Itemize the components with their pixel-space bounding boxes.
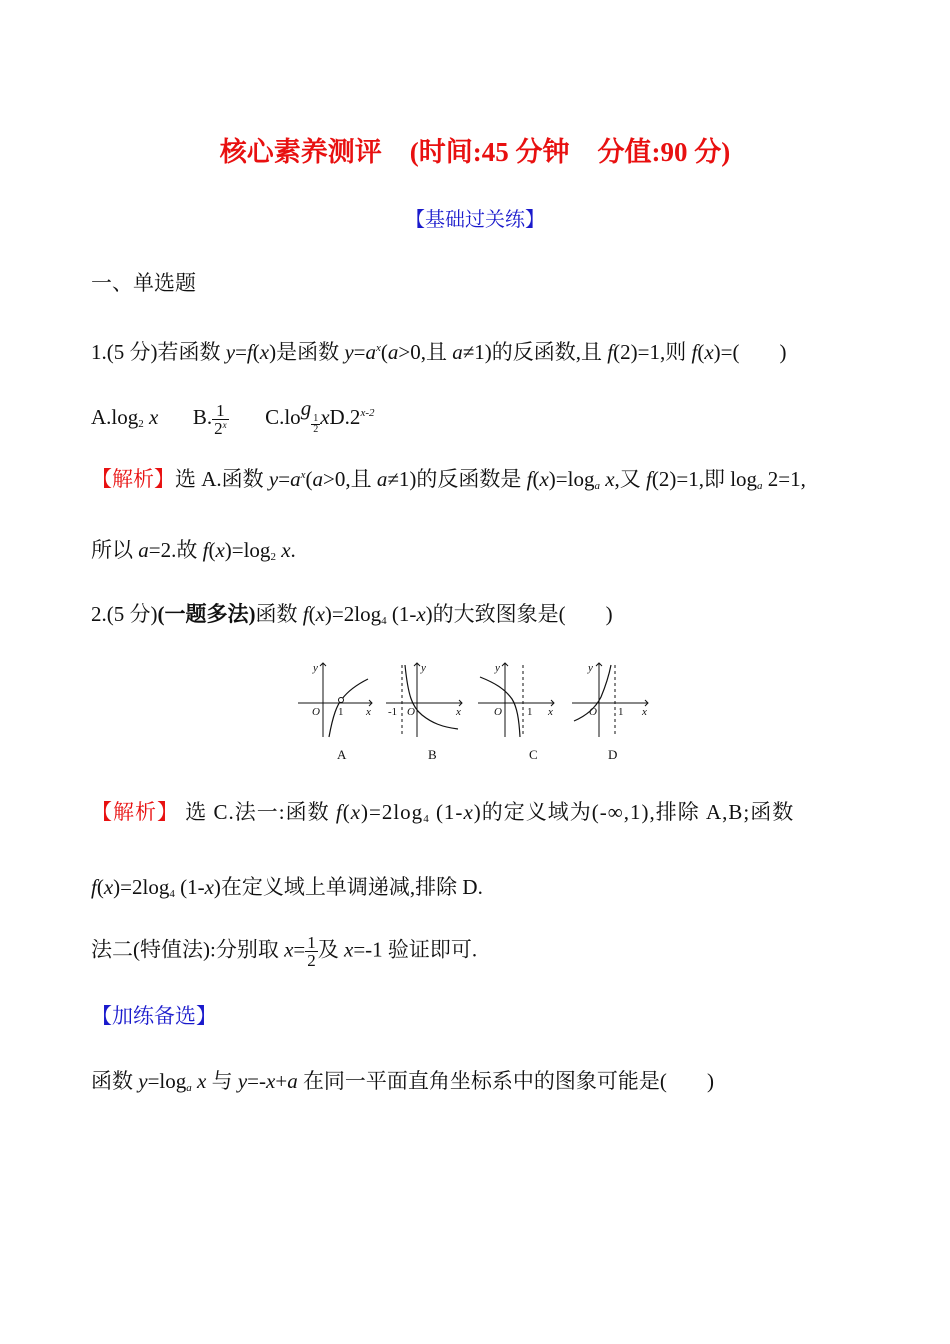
graph-c-caption: C xyxy=(529,747,538,762)
answer-1-line-1: 【解析】选 A.函数 $y=a^x(a>0$,且 a≠1)的反函数是 $f(x)=\log_a$ x,又 f(2)=1,即 $\log_a 2=1$, xyxy=(91,467,806,492)
graph-a xyxy=(298,662,372,762)
graph-b-tick: -1 xyxy=(388,706,398,718)
answer-2-line-2: $f(x)=2\log_4$ (1-x)在定义域上单调递减,排除 D. xyxy=(91,875,483,900)
graph-d-y-label: y xyxy=(588,662,593,674)
graph-b-x-label: x xyxy=(456,706,461,718)
question-2: 2.(5 分)(一题多法)函数 $f(x)=2\log_4$ (1-x)的大致图象是( ) xyxy=(91,602,613,627)
graph-c-tick: 1 xyxy=(527,706,533,718)
option-b: B. $\frac{1}{2^x}$ xyxy=(192,400,227,438)
graph-c-origin: O xyxy=(494,706,502,718)
title-part-2: (时间:45 分钟 xyxy=(409,137,570,167)
title-part-1: 核心素养测评 xyxy=(219,137,382,167)
graph-d-caption: D xyxy=(608,747,618,762)
graph-a-origin: O xyxy=(312,706,320,718)
option-d: D.2$^{x-2}$ xyxy=(329,405,375,429)
graph-d-origin: O xyxy=(589,706,597,718)
option-c: C.log $\frac{1}{2}$ x xyxy=(265,396,330,435)
extra-practice-tag: 【加练备选】 xyxy=(91,1004,217,1028)
graph-b-origin: O xyxy=(407,706,415,718)
answer-2-line-1: 【解析】 选 C.法一:函数 $f(x)=2\log_4$ (1-x)的定义域为(-∞,1),排除 A,B;函数 xyxy=(91,800,795,825)
question-1-options xyxy=(91,393,374,439)
title-part-3: 分值:90 分) xyxy=(597,137,731,167)
analysis-tag: 【解析】 xyxy=(91,800,179,824)
answer-graphs xyxy=(290,655,660,770)
option-a: $A.\log_2$ x xyxy=(91,405,159,430)
graph-b xyxy=(386,662,462,762)
answer-2-line-3: 法二(特值法):分别取 x= $\frac{1}{2}$ 及 x=-1 验证即可. xyxy=(91,933,478,970)
page-title xyxy=(0,130,950,169)
graph-d-x-label: x xyxy=(642,706,647,718)
graph-a-x-label: x xyxy=(366,706,371,718)
extra-question: 函数 $y=\log_a$ x 与 y=-x+a 在同一平面直角坐标系中的图象可能是( ) xyxy=(91,1069,714,1094)
graph-c xyxy=(478,662,554,762)
graph-c-y-label: y xyxy=(495,662,500,674)
graph-a-caption: A xyxy=(337,747,347,762)
graph-d-tick: 1 xyxy=(618,706,624,718)
graph-b-y-label: y xyxy=(421,662,426,674)
question-1: 1.(5 分)若函数 y=f(x)是函数 $y=a^x(a>0$,且 a≠1)的反函数,且 f(2)=1,则 f(x)=( ) xyxy=(91,340,787,364)
analysis-tag: 【解析】 xyxy=(91,467,175,491)
section-subtitle: 【基础过关练】 xyxy=(405,209,545,231)
graph-b-caption: B xyxy=(428,747,437,762)
graph-a-y-label: y xyxy=(313,662,318,674)
graph-c-x-label: x xyxy=(548,706,553,718)
graph-d xyxy=(572,662,648,762)
section-heading: 一、单选题 xyxy=(91,271,196,295)
answer-1-line-2: 所以 a=2.故 $f(x)=\log_2$ x. xyxy=(91,538,296,563)
graph-a-tick: 1 xyxy=(338,706,344,718)
